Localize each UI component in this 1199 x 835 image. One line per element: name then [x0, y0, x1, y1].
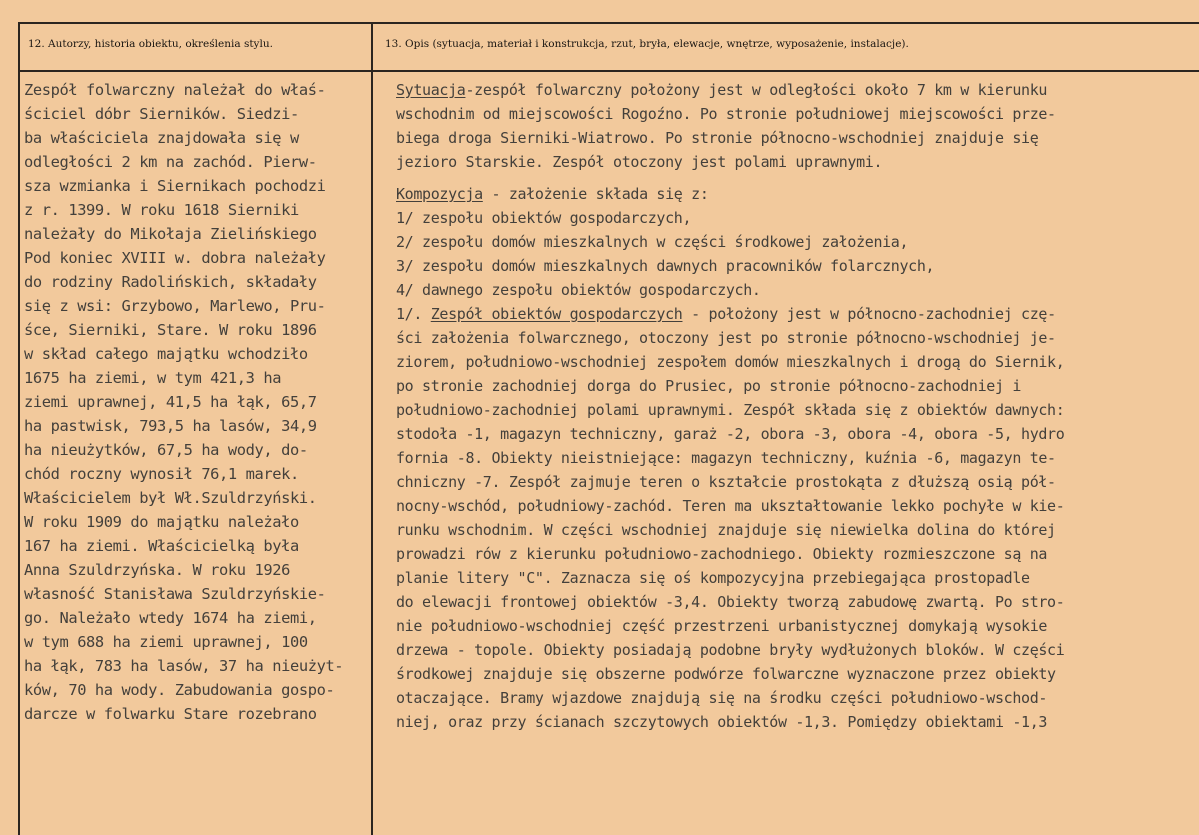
- history-text-line: 1675 ha ziemi, w tym 421,3 ha: [24, 369, 282, 387]
- right-column-header: 13. Opis (sytuacja, materiał i konstrukcja, rzut, bryła, elewacje, wnętrze, wyposażenie, instalacje).: [385, 38, 909, 50]
- history-text-line: odległości 2 km na zachód. Pierw-: [24, 153, 317, 171]
- section1-text-line: runku wschodnim. W części wschodniej znajduje się niewielka dolina do której: [396, 521, 1056, 539]
- section1-prefix: 1/.: [396, 305, 431, 323]
- situation-first-line: [396, 78, 1196, 102]
- composition-list-item: 4/ dawnego zespołu obiektów gospodarczych.: [396, 281, 761, 299]
- history-text-line: Anna Szuldrzyńska. W roku 1926: [24, 561, 290, 579]
- section1-lines: [396, 326, 1196, 734]
- history-text-line: ściciel dóbr Sierników. Siedzi-: [24, 105, 299, 123]
- history-text-line: ziemi uprawnej, 41,5 ha łąk, 65,7: [24, 393, 317, 411]
- history-text-line: w skład całego majątku wchodziło: [24, 345, 308, 363]
- history-text-line: Właścicielem był Wł.Szuldrzyński.: [24, 489, 317, 507]
- history-text-line: darcze w folwarku Stare rozebrano: [24, 705, 317, 723]
- section1-text-line: drzewa - topole. Obiekty posiadają podobne bryły wydłużonych bloków. W części: [396, 641, 1065, 659]
- section1-text-line: do elewacji frontowej obiektów -3,4. Obiekty tworzą zabudowę zwartą. Po stro-: [396, 593, 1065, 611]
- history-text-line: należały do Mikołaja Zielińskiego: [24, 225, 317, 243]
- section1-text-line: środkowej znajduje się obszerne podwórze folwarczne wyznaczone przez obiekty: [396, 665, 1056, 683]
- history-text-line: go. Należało wtedy 1674 ha ziemi,: [24, 609, 317, 627]
- history-text-line: ha łąk, 783 ha lasów, 37 ha nieużyt-: [24, 657, 344, 675]
- history-text-line: ha nieużytków, 67,5 ha wody, do-: [24, 441, 308, 459]
- section1-text-line: stodoła -1, magazyn techniczny, garaż -2, obora -3, obora -4, obora -5, hydro: [396, 425, 1065, 443]
- situation-text-line: jezioro Starskie. Zespół otoczony jest polami uprawnymi.: [396, 153, 883, 171]
- history-text-line: z r. 1399. W roku 1618 Sierniki: [24, 201, 299, 219]
- history-text-line: w tym 688 ha ziemi uprawnej, 100: [24, 633, 308, 651]
- history-text-line: ha pastwisk, 793,5 ha lasów, 34,9: [24, 417, 317, 435]
- history-text-line: ba właściciela znajdowała się w: [24, 129, 299, 147]
- situation-text-line: biega droga Sierniki-Wiatrowo. Po stronie północno-wschodniej znajduje się: [396, 129, 1039, 147]
- header-rule: [18, 70, 1199, 72]
- section1-text-line: ziorem, południowo-wschodniej zespołem domów mieszkalnych i drogą do Siernik,: [396, 353, 1065, 371]
- composition-heading: Kompozycja: [396, 185, 483, 203]
- section1-text-line: niej, oraz przy ścianach szczytowych obiektów -1,3. Pomiędzy obiektami -1,3: [396, 713, 1048, 731]
- section1-text-line: południowo-zachodniej polami uprawnymi. Zespół składa się z obiektów dawnych:: [396, 401, 1065, 419]
- section1-heading: Zespół obiektów gospodarczych: [430, 305, 683, 323]
- history-text-line: W roku 1909 do majątku należało: [24, 513, 299, 531]
- composition-list-item: 3/ zespołu domów mieszkalnych dawnych pracowników folarcznych,: [396, 257, 935, 275]
- section1-first-line: [396, 302, 1196, 326]
- composition-list-item: 2/ zespołu domów mieszkalnych w części środkowej założenia,: [396, 233, 909, 251]
- history-text-line: własność Stanisława Szuldrzyńskie-: [24, 585, 326, 603]
- history-text-line: chód roczny wynosił 76,1 marek.: [24, 465, 299, 483]
- section1-text-line: planie litery "C". Zaznacza się oś kompozycyjna przebiegająca prostopadle: [396, 569, 1030, 587]
- composition-first-text: - założenie składa się z:: [482, 185, 709, 203]
- top-rule: [18, 22, 1199, 24]
- section1-text-line: chniczny -7. Zespół zajmuje teren o kształcie prostokąta z dłuższą osią pół-: [396, 473, 1056, 491]
- composition-first-line: [396, 182, 1196, 206]
- history-text-line: Pod koniec XVIII w. dobra należały: [24, 249, 326, 267]
- left-column-header: 12. Autorzy, historia obiektu, określenia stylu.: [28, 38, 273, 50]
- section1-first-text: - położony jest w północno-zachodniej czę-: [682, 305, 1056, 323]
- section1-text-line: ści założenia folwarcznego, otoczony jest po stronie północno-wschodniej je-: [396, 329, 1056, 347]
- history-text-line: Zespół folwarczny należał do właś-: [24, 81, 326, 99]
- history-text-line: 167 ha ziemi. Właścicielką była: [24, 537, 299, 555]
- section1-text-line: otaczające. Bramy wjazdowe znajdują się na środku części południowo-wschod-: [396, 689, 1048, 707]
- section1-text-line: nocny-wschód, południowy-zachód. Teren ma ukształtowanie lekko pochyłe w kie-: [396, 497, 1065, 515]
- column-divider: [371, 22, 373, 835]
- description-text-column: [396, 78, 1196, 734]
- history-text-line: ków, 70 ha wody. Zabudowania gospo-: [24, 681, 335, 699]
- composition-list-item: 1/ zespołu obiektów gospodarczych,: [396, 209, 692, 227]
- situation-first-text: -zespół folwarczny położony jest w odległości około 7 km w kierunku: [465, 81, 1048, 99]
- history-text-line: do rodziny Radolińskich, składały: [24, 273, 317, 291]
- situation-text-line: wschodnim od miejscowości Rogoźno. Po stronie południowej miejscowości prze-: [396, 105, 1056, 123]
- history-text-column: [24, 78, 369, 726]
- situation-heading: Sytuacja: [396, 81, 466, 99]
- section1-text-line: nie południowo-wschodniej część przestrzeni urbanistycznej domykają wysokie: [396, 617, 1048, 635]
- history-text-line: sza wzmianka i Siernikach pochodzi: [24, 177, 326, 195]
- section1-text-line: fornia -8. Obiekty nieistniejące: magazyn techniczny, kuźnia -6, magazyn te-: [396, 449, 1056, 467]
- section1-text-line: po stronie zachodniej dorga do Prusiec, po stronie północno-zachodniej i: [396, 377, 1022, 395]
- history-text-line: się z wsi: Grzybowo, Marlewo, Pru-: [24, 297, 326, 315]
- history-text-line: śce, Sierniki, Stare. W roku 1896: [24, 321, 317, 339]
- situation-lines: [396, 102, 1196, 174]
- left-border: [18, 22, 20, 835]
- section1-text-line: prowadzi rów z kierunku południowo-zachodniego. Obiekty rozmieszczone są na: [396, 545, 1048, 563]
- composition-list: [396, 206, 1196, 302]
